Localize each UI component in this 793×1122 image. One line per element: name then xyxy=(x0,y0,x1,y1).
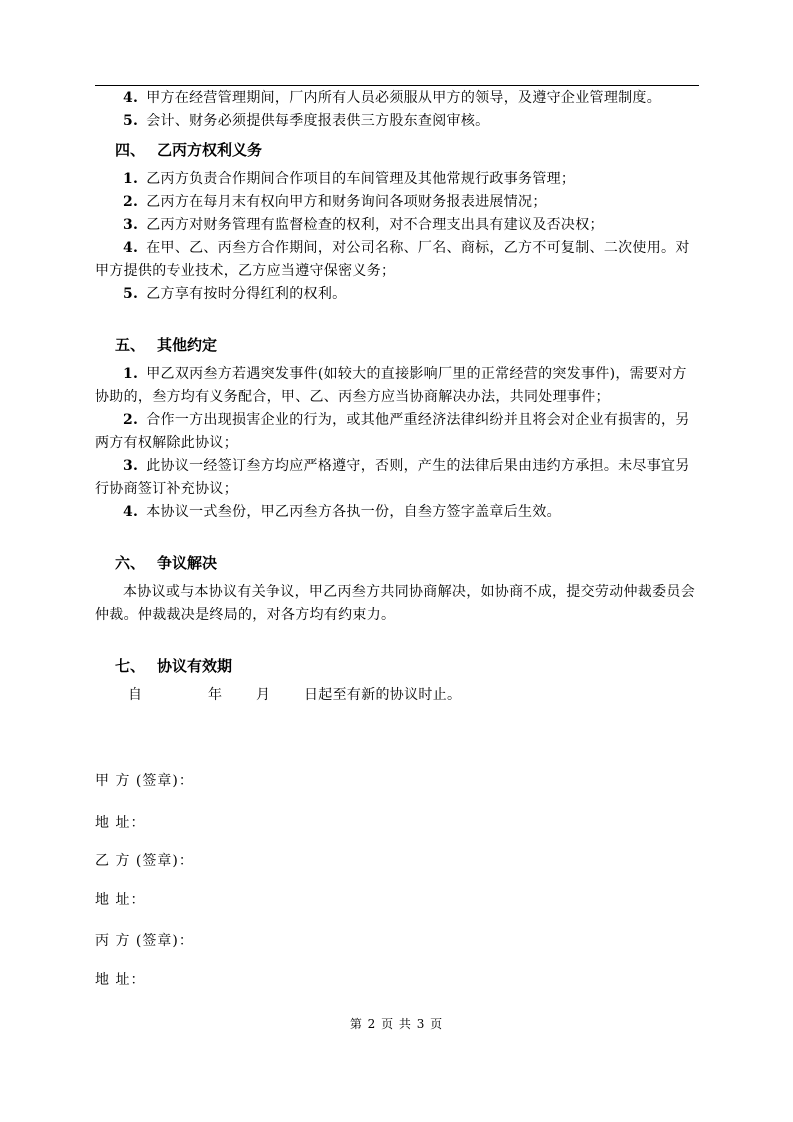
clause-5-2: 2. 合作一方出现损害企业的行为，或其他严重经济法律纠纷并且将会对企业有损害的，另两方有权解除此协议； xyxy=(95,412,690,451)
clause-4-4: 4. 在甲、乙、丙叁方合作期间，对公司名称、厂名、商标，乙方不可复制、二次使用。对甲方提供的专业技术，乙方应当遵守保密义务； xyxy=(95,240,690,279)
validity-line: 自 年 月 日起至有新的协议时止。 xyxy=(128,687,462,703)
clause-5-1: 1. 甲乙双丙叁方若遇突发事件(如较大的直接影响厂里的正常经营的突发事件)，需要对方协助的，叁方均有义务配合，甲、乙、丙叁方应当协商解决办法，共同处理事件； xyxy=(95,366,687,405)
header-rule xyxy=(95,85,699,86)
clause-3-4: 4. 甲方在经营管理期间，厂内所有人员必须服从甲方的领导，及遵守企业管理制度。 xyxy=(123,90,662,106)
party-c-address: 地 址： xyxy=(95,972,146,988)
party-a-address: 地 址： xyxy=(95,815,146,831)
section-4-heading: 四、 乙丙方权利义务 xyxy=(115,141,263,159)
clause-4-1: 1. 乙丙方负责合作期间合作项目的车间管理及其他常规行政事务管理； xyxy=(123,171,576,187)
clause-5-3: 3. 此协议一经签订叁方均应严格遵守，否则，产生的法律后果由违约方承担。未尽事宜另行协商签订补充协议； xyxy=(95,458,690,497)
clause-4-5: 5. 乙方享有按时分得红利的权利。 xyxy=(123,286,347,302)
document-body xyxy=(95,87,699,707)
section-6-text: 本协议或与本协议有关争议，甲乙丙叁方共同协商解决，如协商不成，提交劳动仲裁委员会仲裁。仲裁裁决是终局的，对各方均有约束力。 xyxy=(95,584,695,623)
section-7-heading: 七、 协议有效期 xyxy=(115,657,233,675)
clause-4-2: 2. 乙丙方在每月末有权向甲方和财务询问各项财务报表进展情况； xyxy=(123,194,547,210)
clause-3-5: 5. 会计、财务必须提供每季度报表供三方股东查阅审核。 xyxy=(123,113,490,129)
party-a-signature: 甲 方 (签章)： xyxy=(95,773,194,789)
party-b-address: 地 址： xyxy=(95,892,146,908)
party-b-signature: 乙 方 (签章)： xyxy=(95,853,194,869)
clause-4-3: 3. 乙丙方对财务管理有监督检查的权利，对不合理支出具有建议及否决权； xyxy=(123,217,604,233)
page-footer: 第 2 页 共 3 页 xyxy=(349,1017,444,1031)
clause-5-4: 4. 本协议一式叁份，甲乙丙叁方各执一份，自叁方签字盖章后生效。 xyxy=(123,504,561,520)
section-5-heading: 五、 其他约定 xyxy=(115,336,218,354)
party-c-signature: 丙 方 (签章)： xyxy=(95,933,194,949)
section-6-heading: 六、 争议解决 xyxy=(115,554,218,572)
